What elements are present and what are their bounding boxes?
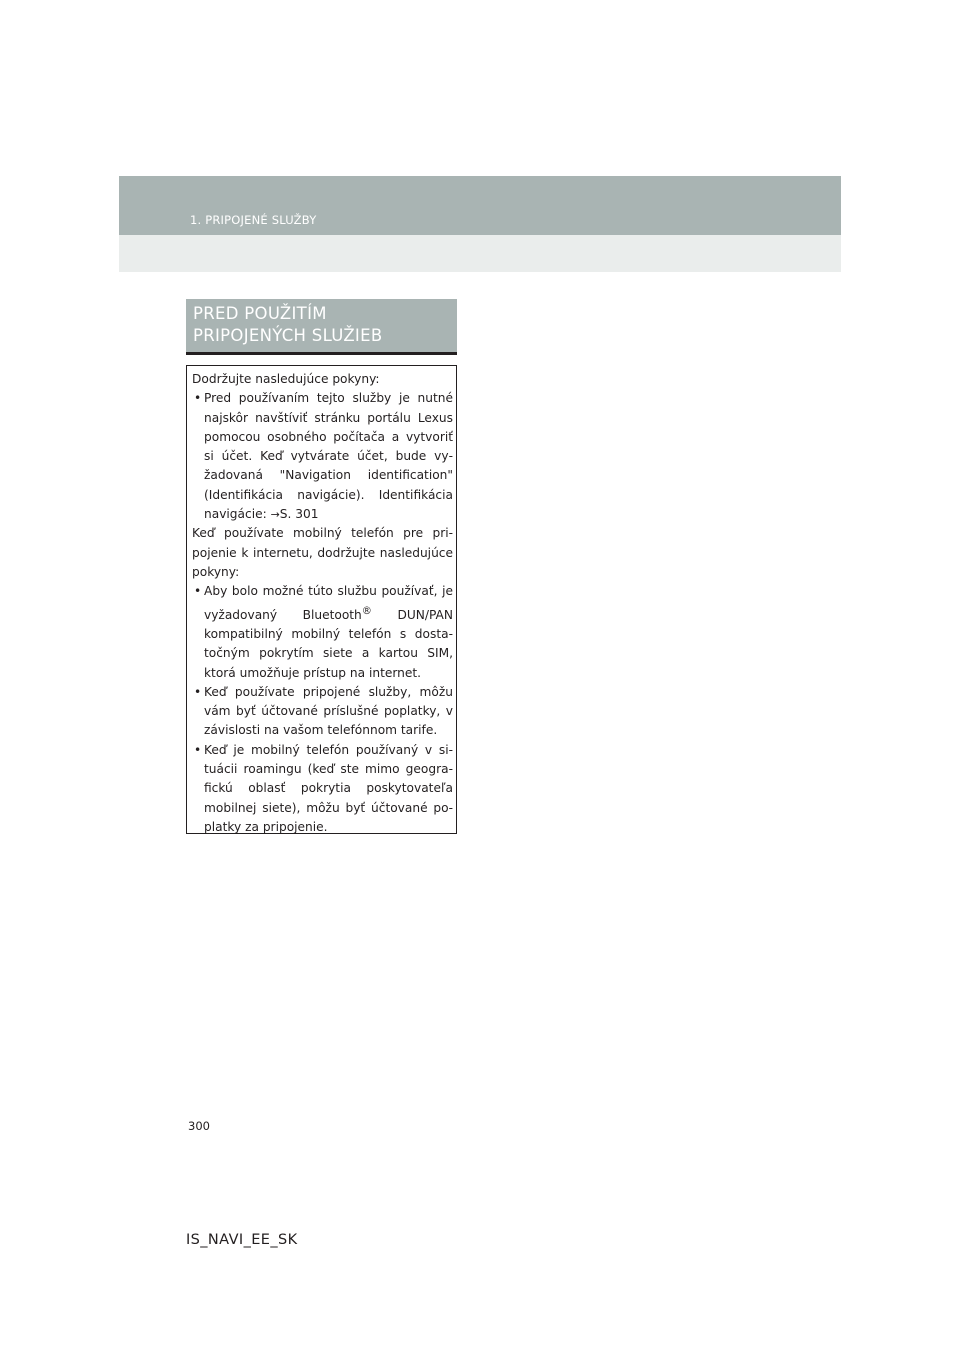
bullet-item-2-text-post: DUN/PAN kompatibilný mobilný telefón s dostatočným pokrytím siete a kartou SIM, ktorá umožňuje prístup na internet.	[204, 607, 453, 680]
section-heading-box	[186, 299, 457, 355]
section-title-line-2: PRIPOJENÝCH SLUŽIEB	[193, 326, 383, 345]
intro-paragraph-2: Keď používate mobilný telefón pre pripojenie k internetu, dodržujte nasledujúce pokyny:	[192, 526, 453, 579]
bullet-item-4-text: Keď je mobilný telefón používaný v situácii roamingu (keď ste mimo geografickú oblasť pokrytia poskytovateľa mobilnej siete), môžu byť účtované poplatky za pripojenie.	[204, 742, 453, 834]
section-title	[193, 303, 382, 347]
header-band-lower	[119, 235, 841, 272]
bullet-item-2	[192, 582, 453, 683]
document-code: IS_NAVI_EE_SK	[186, 1232, 298, 1248]
bullet-item-3-text: Keď používate pripojené služby, môžu vám byť účtované príslušné poplatky, v závislosti na vašom telefónnom tarife.	[204, 684, 453, 738]
bullet-item-4	[192, 741, 453, 837]
bullet-item-3	[192, 683, 453, 741]
bullet-dot: •	[194, 584, 202, 599]
bullet-dot: •	[194, 684, 202, 699]
bullet-dot: •	[194, 391, 202, 406]
arrow-right-icon: →	[270, 508, 280, 522]
bullet-dot: •	[194, 742, 202, 757]
section-title-line-1: PRED POUŽITÍM	[193, 304, 327, 323]
page-number: 300	[188, 1119, 210, 1133]
bullet-item-1-text: Pred používaním tejto služby je nutné najskôr navštíviť stránku portálu Lexus pomocou osobného počítača a vytvoriť si účet. Keď vytvárate účet, bude vyžadovaná "Navigation identification" (Identifikácia navigácie). Identifikácia navigácie:	[204, 391, 453, 522]
chapter-title: 1. PRIPOJENÉ SLUŽBY	[190, 213, 317, 227]
page-reference-link[interactable]: S. 301	[279, 507, 319, 522]
bullet-item-1	[192, 389, 453, 524]
intro-paragraph-1: Dodržujte nasledujúce pokyny:	[192, 372, 380, 386]
info-box	[186, 365, 457, 834]
registered-mark: ®	[361, 605, 372, 617]
bullet-item-2-text-pre: Aby bolo možné túto službu používať, je vyžadovaný Bluetooth	[204, 584, 453, 622]
info-box-content	[192, 370, 453, 837]
